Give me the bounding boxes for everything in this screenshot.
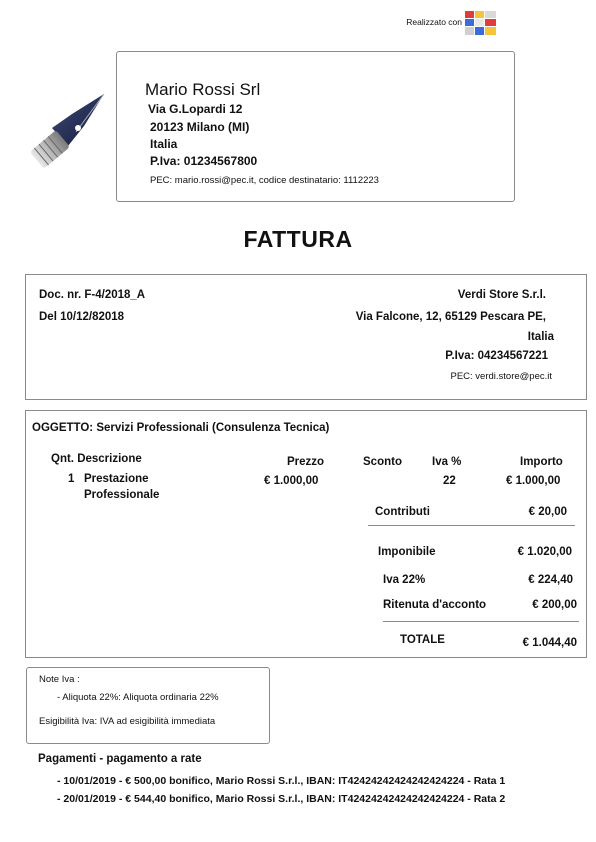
fountain-pen-nib-icon	[22, 88, 108, 178]
issuer-city: 20123 Milano (MI)	[150, 120, 250, 134]
mosaic-logo-icon	[465, 11, 496, 35]
customer-pec: PEC: verdi.store@pec.it	[450, 371, 552, 382]
imponibile-value: € 1.020,00	[517, 546, 572, 558]
imponibile-label: Imponibile	[378, 546, 436, 558]
issuer-vat: P.Iva: 01234567800	[150, 154, 258, 168]
row-desc-line1: Prestazione	[84, 473, 149, 485]
row-vat-pct: 22	[443, 475, 456, 487]
header-qty-desc: Qnt. Descrizione	[51, 453, 142, 465]
header-price: Prezzo	[287, 456, 325, 468]
document-number: Doc. nr. F-4/2018_A	[39, 289, 146, 301]
vat-notes-title: Note Iva :	[39, 674, 80, 685]
made-with-label: Realizzato con	[406, 17, 462, 27]
issuer-box	[116, 51, 515, 202]
payment-item: - 20/01/2019 - € 544,40 bonifico, Mario Rossi S.r.l., IBAN: IT42424242424242424224 - Rata 2	[57, 793, 506, 805]
row-desc-line2: Professionale	[84, 489, 160, 501]
totale-value: € 1.044,40	[522, 637, 577, 649]
vat-notes-exigibility: Esigibilità Iva: IVA ad esigibilità immediata	[39, 716, 216, 727]
totals-divider	[383, 621, 579, 622]
contributi-label: Contributi	[375, 506, 430, 518]
totale-label: TOTALE	[400, 634, 445, 646]
customer-address: Via Falcone, 12, 65129 Pescara PE,	[355, 311, 546, 323]
subject: OGGETTO: Servizi Professionali (Consulenza Tecnica)	[32, 422, 330, 434]
contributi-divider	[368, 525, 575, 526]
vat-notes-rate: - Aliquota 22%: Aliquota ordinaria 22%	[57, 692, 219, 703]
iva-label: Iva 22%	[383, 574, 426, 586]
issuer-name: Mario Rossi Srl	[145, 80, 261, 99]
header-vat-pct: Iva %	[432, 456, 462, 468]
customer-name: Verdi Store S.r.l.	[457, 289, 546, 301]
issuer-address: Via G.Lopardi 12	[148, 102, 243, 116]
vat-notes-box	[26, 667, 270, 744]
customer-vat: P.Iva: 04234567221	[445, 350, 548, 362]
header-amount: Importo	[520, 456, 563, 468]
contributi-value: € 20,00	[528, 506, 567, 518]
document-customer-box	[25, 274, 587, 400]
row-amount: € 1.000,00	[506, 475, 561, 487]
header-discount: Sconto	[363, 456, 402, 468]
document-title: FATTURA	[243, 226, 353, 252]
details-box	[25, 410, 587, 658]
iva-value: € 224,40	[528, 574, 573, 586]
row-qty: 1	[68, 473, 75, 485]
customer-country: Italia	[527, 331, 554, 343]
issuer-country: Italia	[150, 137, 178, 151]
payments-title: Pagamenti - pagamento a rate	[38, 753, 202, 765]
payment-item: - 10/01/2019 - € 500,00 bonifico, Mario Rossi S.r.l., IBAN: IT42424242424242424224 - Rata 1	[57, 775, 506, 787]
ritenuta-label: Ritenuta d'acconto	[383, 599, 487, 611]
issuer-pec: PEC: mario.rossi@pec.it, codice destinatario: 1112223	[150, 175, 379, 186]
row-price: € 1.000,00	[264, 475, 319, 487]
document-date: Del 10/12/82018	[39, 311, 125, 323]
ritenuta-value: € 200,00	[532, 599, 577, 611]
